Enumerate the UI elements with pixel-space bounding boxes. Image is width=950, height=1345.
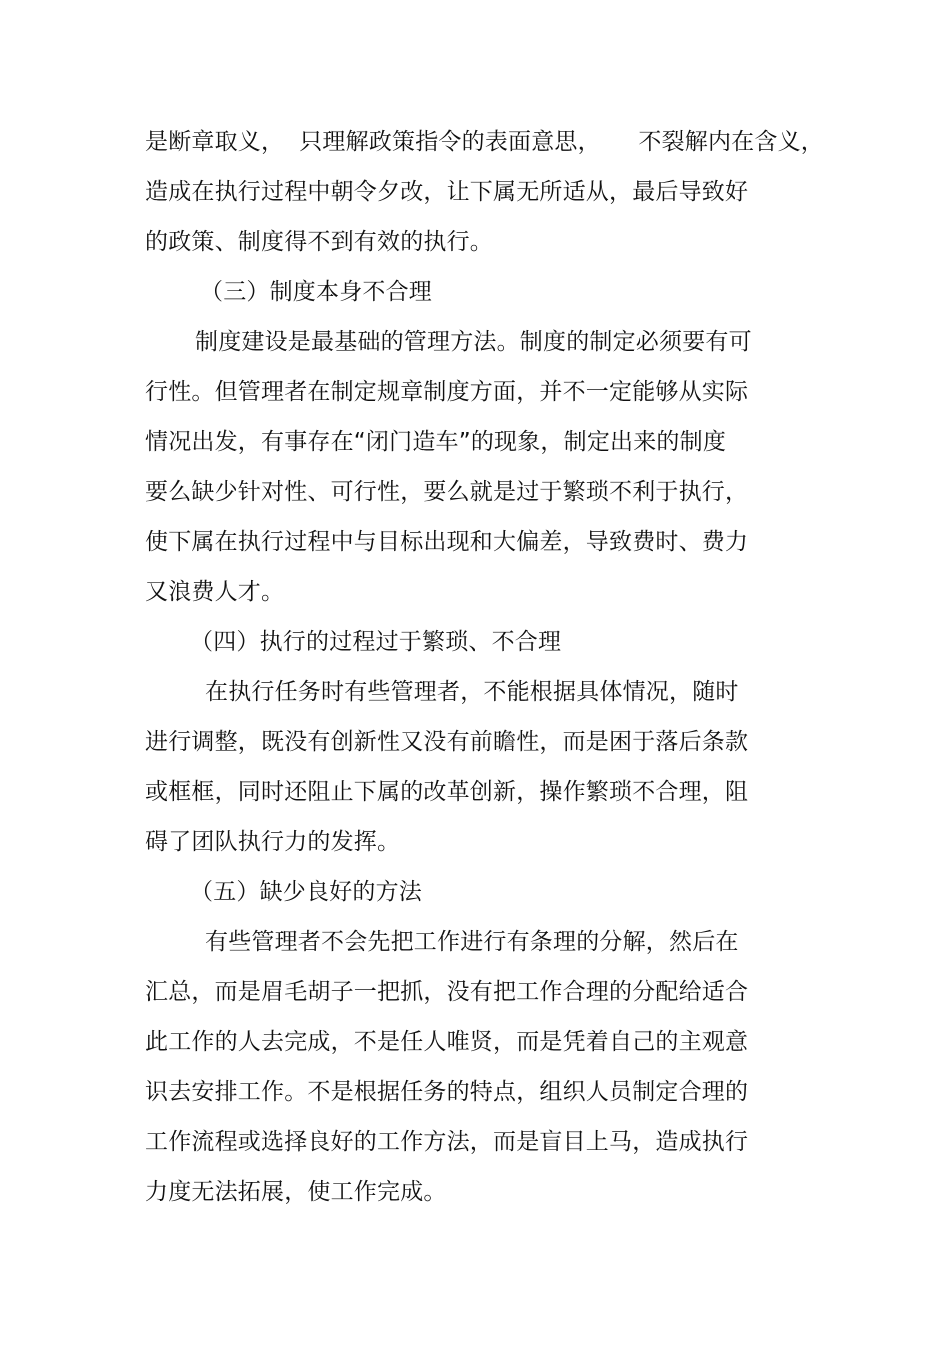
text-line: 是断章取义， 只理解政策指令的表面意思， 不裂解内在含义， [145, 129, 824, 155]
section-heading: （四）执行的过程过于繁琐、不合理 [190, 629, 562, 655]
text-line: 进行调整，既没有创新性又没有前瞻性，而是困于落后条款 [145, 729, 749, 755]
text-line: 行性。但管理者在制定规章制度方面，并不一定能够从实际 [145, 379, 749, 405]
text-line: 汇总，而是眉毛胡子一把抓，没有把工作合理的分配给适合 [145, 979, 749, 1005]
text-line: 或框框，同时还阻止下属的改革创新，操作繁琐不合理，阻 [145, 779, 749, 805]
text-line: 力度无法拓展，使工作完成。 [145, 1179, 447, 1205]
text-line: 工作流程或选择良好的工作方法，而是盲目上马，造成执行 [145, 1129, 749, 1155]
text-line: 此工作的人去完成，不是任人唯贤，而是凭着自己的主观意 [145, 1029, 749, 1055]
text-line: 使下属在执行过程中与目标出现和大偏差，导致费时、费力 [145, 529, 749, 555]
text-line: 识去安排工作。不是根据任务的特点，组织人员制定合理的 [145, 1079, 749, 1105]
section-heading: （三）制度本身不合理 [200, 279, 432, 305]
text-line: 碍了团队执行力的发挥。 [145, 829, 401, 855]
paragraph-first-line: 有些管理者不会先把工作进行有条理的分解，然后在 [205, 929, 739, 955]
paragraph-first-line: 制度建设是最基础的管理方法。制度的制定必须要有可 [195, 329, 752, 355]
text-line: 情况出发，有事存在“闭门造车”的现象，制定出来的制度 [145, 429, 727, 455]
paragraph-first-line: 在执行任务时有些管理者，不能根据具体情况，随时 [205, 679, 739, 705]
text-line: 要么缺少针对性、可行性，要么就是过于繁琐不利于执行， [145, 479, 749, 505]
section-heading: （五）缺少良好的方法 [190, 879, 422, 905]
text-line: 又浪费人才。 [145, 579, 285, 605]
text-line: 造成在执行过程中朝令夕改，让下属无所适从，最后导致好 [145, 179, 749, 205]
text-line: 的政策、制度得不到有效的执行。 [145, 229, 493, 255]
